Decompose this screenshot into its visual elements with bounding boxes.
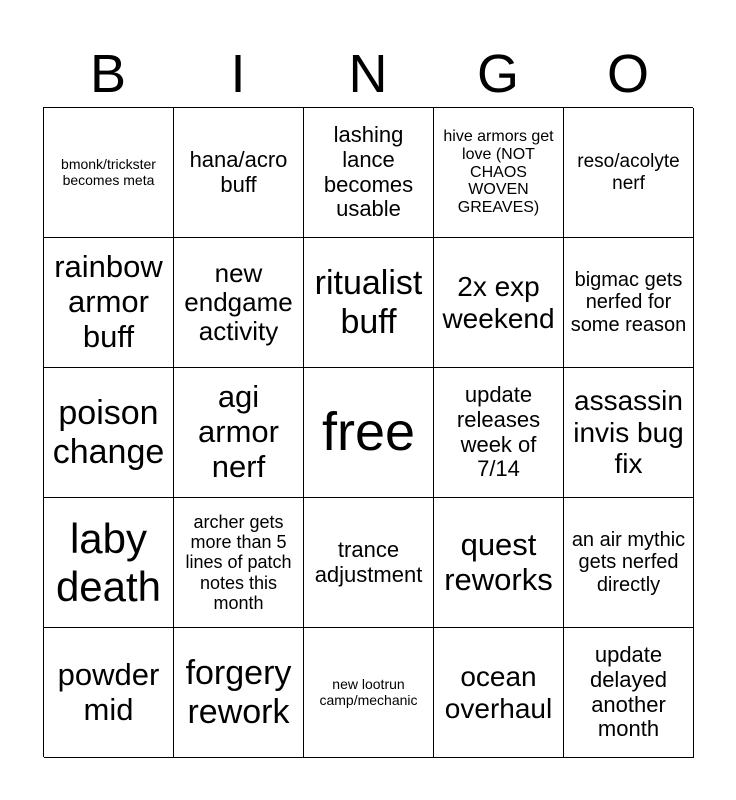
bingo-cell[interactable] [44, 628, 174, 758]
header-letter-g: G [476, 44, 519, 104]
header-letter-i: I [230, 44, 246, 104]
bingo-cell[interactable] [174, 628, 304, 758]
bingo-cell[interactable] [434, 498, 564, 628]
bingo-cell[interactable] [44, 238, 174, 368]
bingo-cell[interactable] [174, 238, 304, 368]
cell-text: 2x exp weekend [442, 271, 555, 334]
cell-text: new lootrun camp/mechanic [319, 675, 418, 708]
bingo-cell[interactable] [44, 498, 174, 628]
header-letter-b: B [89, 44, 127, 104]
cell-text: reso/acolyte nerf [577, 151, 680, 194]
bingo-cell[interactable] [434, 108, 564, 238]
bingo-cell[interactable] [564, 108, 694, 238]
bingo-cell[interactable] [564, 238, 694, 368]
cell-text: bigmac gets nerfed for some reason [570, 268, 687, 336]
cell-text: ocean overhaul [444, 661, 553, 724]
header-letter-n: N [348, 44, 388, 104]
bingo-cell[interactable] [434, 368, 564, 498]
cell-text: poison change [52, 394, 165, 471]
bingo-cell[interactable] [434, 628, 564, 758]
bingo-cell[interactable] [434, 238, 564, 368]
bingo-header [43, 44, 693, 104]
cell-text: powder mid [57, 656, 160, 727]
cell-text: forgery rework [185, 654, 292, 731]
cell-text: assassin invis bug fix [573, 385, 684, 480]
cell-text: ritualist buff [314, 264, 423, 341]
cell-text: new endgame activity [184, 257, 293, 347]
cell-text: archer gets more than 5 lines of patch notes this month [185, 512, 292, 613]
cell-text: an air mythic gets nerfed directly [571, 528, 686, 596]
bingo-cell[interactable] [564, 628, 694, 758]
bingo-cell[interactable] [304, 108, 434, 238]
cell-text: rainbow armor buff [54, 249, 163, 354]
bingo-cell[interactable] [44, 108, 174, 238]
header-letter-o: O [606, 44, 649, 104]
bingo-cell[interactable] [304, 238, 434, 368]
cell-text: laby death [55, 515, 162, 610]
bingo-cell[interactable] [304, 498, 434, 628]
bingo-cell[interactable] [174, 368, 304, 498]
cell-text: lashing lance becomes usable [323, 122, 414, 222]
bingo-cell[interactable] [174, 498, 304, 628]
bingo-cell[interactable] [564, 368, 694, 498]
bingo-cell[interactable] [564, 498, 694, 628]
cell-text: hana/acro buff [189, 146, 288, 197]
cell-text-free: free [321, 402, 416, 463]
cell-text: hive armors get love (NOT CHAOS WOVEN GREAVES) [443, 127, 554, 217]
bingo-cell-free[interactable] [304, 368, 434, 498]
cell-text: trance adjustment [314, 536, 423, 587]
bingo-cell[interactable] [304, 628, 434, 758]
bingo-cell[interactable] [44, 368, 174, 498]
cell-text: update releases week of 7/14 [456, 382, 541, 482]
bingo-board [43, 107, 693, 757]
bingo-cell[interactable] [174, 108, 304, 238]
cell-text: update delayed another month [589, 642, 668, 742]
cell-text: agi armor nerf [198, 379, 279, 484]
cell-text: quest reworks [444, 526, 553, 597]
cell-text: bmonk/trickster becomes meta [61, 155, 156, 188]
